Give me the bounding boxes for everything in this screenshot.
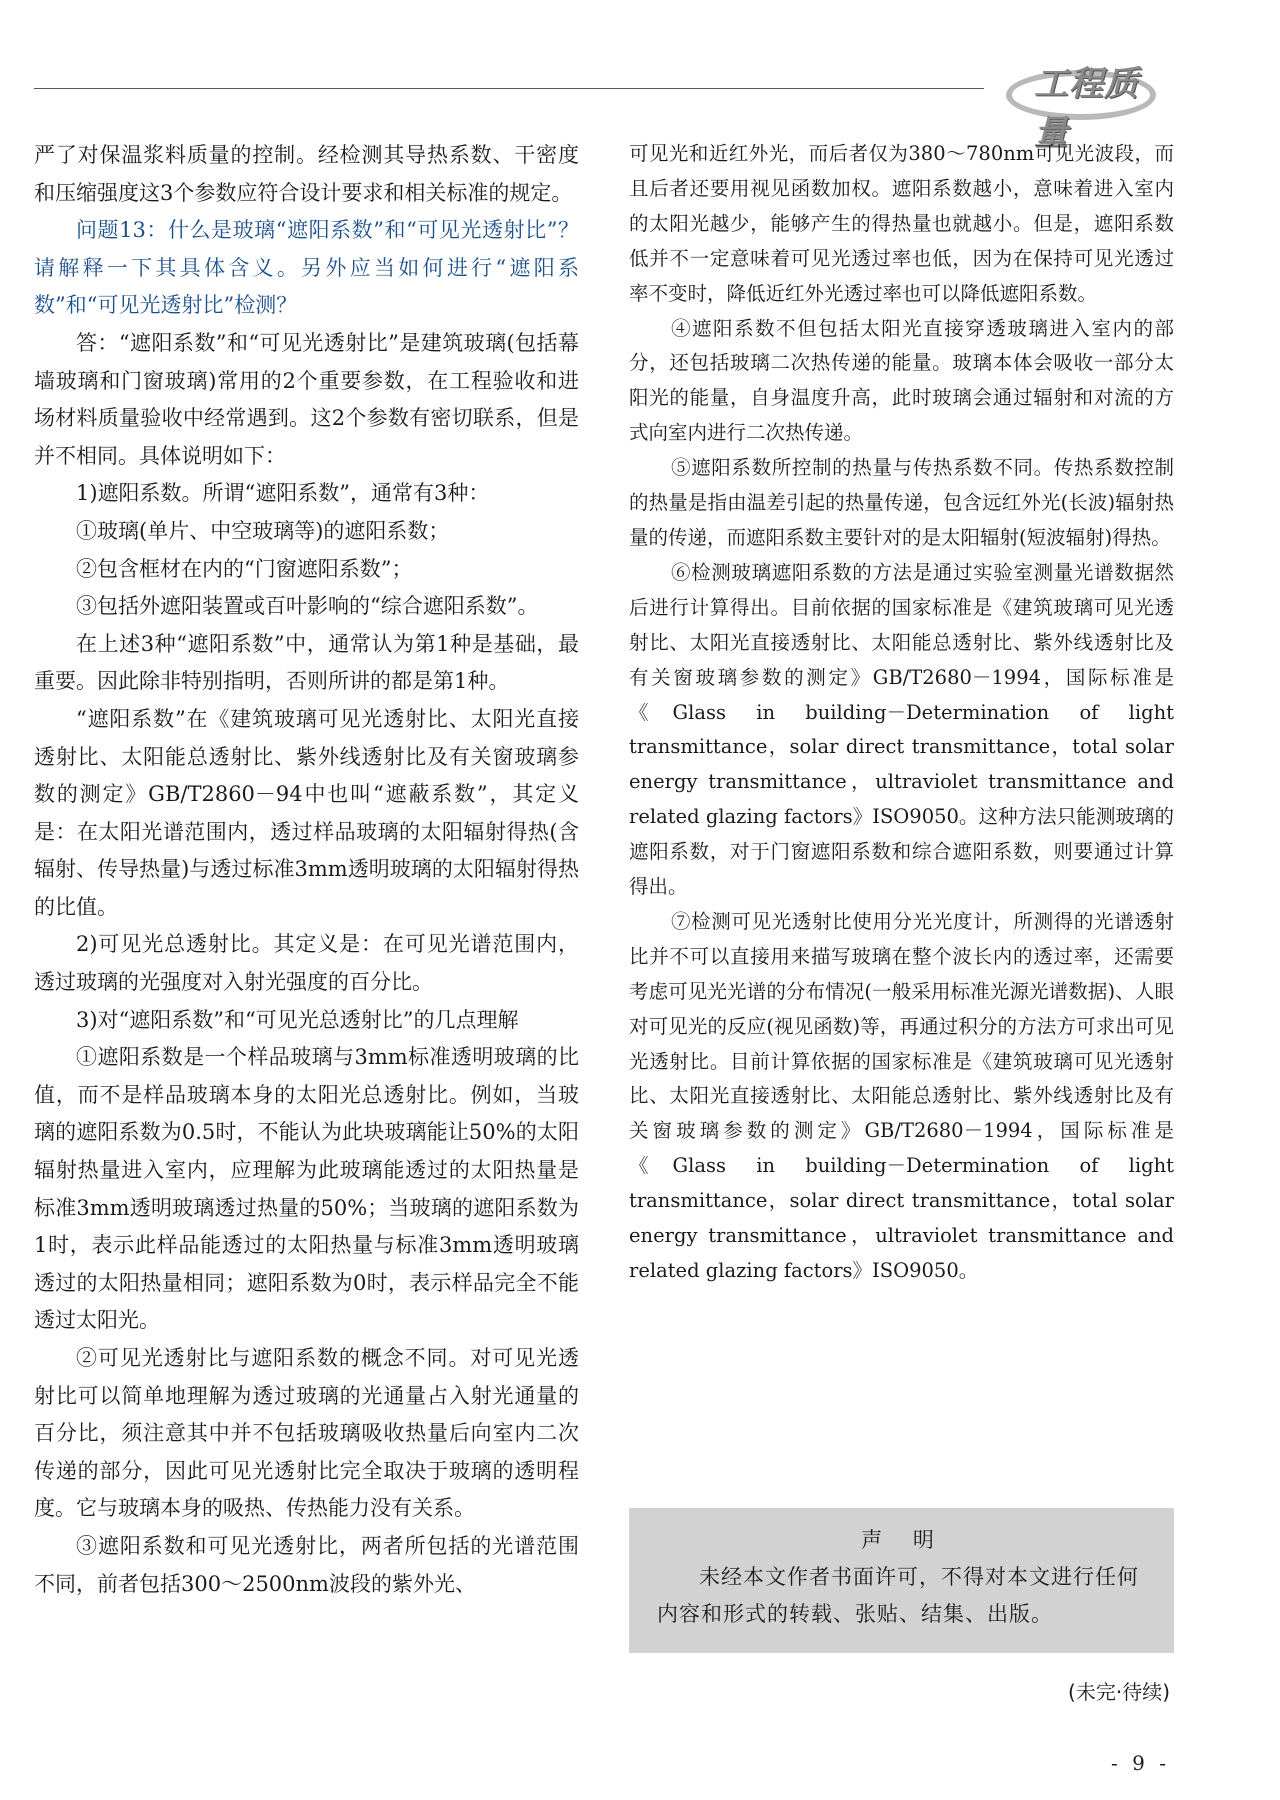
question-heading: 问题13：什么是玻璃“遮阳系数”和“可见光透射比”？请解释一下其具体含义。另外应当如何进行“遮阳系数”和“可见光透射比”检测？ xyxy=(34,218,579,318)
paragraph: ②可见光透射比与遮阳系数的概念不同。对可见光透射比可以简单地理解为透过玻璃的光通量占入射光通量的百分比，须注意其中并不包括玻璃吸收热量后向室内二次传递的部分，因此可见光透射比完全取决于玻璃的透明程度。它与玻璃本身的吸热、传热能力没有关系。 xyxy=(34,1346,579,1521)
paragraph: 答：“遮阳系数”和“可见光透射比”是建筑玻璃(包括幕墙玻璃和门窗玻璃)常用的2个重要参数，在工程验收和进场材料质量验收中经常遇到。这2个参数有密切联系，但是并不相同。具体说明如下： xyxy=(34,330,579,468)
to-be-continued: (未完·待续) xyxy=(1068,1680,1170,1704)
right-column xyxy=(629,137,1174,1289)
paragraph: 1)遮阳系数。所谓“遮阳系数”，通常有3种： xyxy=(76,481,490,506)
paragraph: 2)可见光总透射比。其定义是：在可见光谱范围内，透过玻璃的光强度对入射光强度的百分比。 xyxy=(34,932,579,995)
notice-title: 声 明 xyxy=(861,1528,946,1552)
paragraph: 在上述3种“遮阳系数”中，通常认为第1种是基础，最重要。因此除非特别指明，否则所讲的都是第1种。 xyxy=(34,631,579,694)
paragraph: ⑦检测可见光透射比使用分光光度计，所测得的光谱透射比并不可以直接用来描写玻璃在整个波长内的透过率，还需要考虑可见光光谱的分布情况(一般采用标准光源光谱数据)、人眼对可见光的反应(视见函数)等，再通过积分的方法方可求出可见光透射比。目前计算依据的国家标准是《建筑玻璃可见光透射比、太阳光直接透射比、太阳能总透射比、紫外线透射比及有关窗玻璃参数的测定》GB/T2680－1994，国际标准是《Glass in building－Determination of light transmittance，solar direct transmittance，total solar energy transmittance，ultraviolet transmittance and related glazing factors》ISO9050。 xyxy=(629,909,1174,1282)
paragraph: “遮阳系数”在《建筑玻璃可见光透射比、太阳光直接透射比、太阳能总透射比、紫外线透射比及有关窗玻璃参数的测定》GB/T2860－94中也叫“遮蔽系数”，其定义是：在太阳光谱范围内，透过样品玻璃的太阳辐射得热(含辐射、传导热量)与透过标准3mm透明玻璃的太阳辐射得热的比值。 xyxy=(34,706,579,919)
copyright-notice-box xyxy=(629,1508,1174,1653)
paragraph: ④遮阳系数不但包括太阳光直接穿透玻璃进入室内的部分，还包括玻璃二次热传递的能量。玻璃本体会吸收一部分太阳光的能量，自身温度升高，此时玻璃会通过辐射和对流的方式向室内进行二次热传递。 xyxy=(629,316,1174,445)
list-item: ①玻璃(单片、中空玻璃等)的遮阳系数； xyxy=(76,518,450,543)
list-item: ②包含框材在内的“门窗遮阳系数”； xyxy=(76,556,413,581)
paragraph: 严了对保温浆料质量的控制。经检测其导热系数、干密度和压缩强度这3个参数应符合设计要求和相关标准的规定。 xyxy=(34,143,579,205)
paragraph: ③遮阳系数和可见光透射比，两者所包括的光谱范围不同，前者包括300～2500nm波段的紫外光、 xyxy=(34,1533,579,1596)
logo-text: 工程质量 xyxy=(1034,64,1139,153)
list-item: ③包括外遮阳装置或百叶影响的“综合遮阳系数”。 xyxy=(76,594,539,619)
left-column xyxy=(34,137,579,1603)
paragraph: 可见光和近红外光，而后者仅为380～780nm可见光波段，而且后者还要用视见函数加权。遮阳系数越小，意味着进入室内的太阳光越少，能够产生的得热量也就越小。但是，遮阳系数低并不一定意味着可见光透过率也低，因为在保持可见光透过率不变时，降低近红外光透过率也可以降低遮阳系数。 xyxy=(629,142,1174,305)
page-number: - 9 - xyxy=(1111,1751,1170,1775)
paragraph: ①遮阳系数是一个样品玻璃与3mm标准透明玻璃的比值，而不是样品玻璃本身的太阳光总透射比。例如，当玻璃的遮阳系数为0.5时，不能认为此块玻璃能让50%的太阳辐射热量进入室内，应理解为此玻璃能透过的太阳热量是标准3mm透明玻璃透过热量的50%；当玻璃的遮阳系数为1时，表示此样品能透过的太阳热量与标准3mm透明玻璃透过的太阳热量相同；遮阳系数为0时，表示样品完全不能透过太阳光。 xyxy=(34,1045,579,1333)
header-rule xyxy=(34,88,984,89)
journal-logo xyxy=(1000,52,1170,153)
paragraph: ⑥检测玻璃遮阳系数的方法是通过实验室测量光谱数据然后进行计算得出。目前依据的国家标准是《建筑玻璃可见光透射比、太阳光直接透射比、太阳能总透射比、紫外线透射比及有关窗玻璃参数的测定》GB/T2680－1994，国际标准是《Glass in building－Determination of light transmittance，solar direct transmittance，total solar energy transmittance，ultraviolet transmittance and related glazing factors》ISO9050。这种方法只能测玻璃的遮阳系数，对于门窗遮阳系数和综合遮阳系数，则要通过计算得出。 xyxy=(629,560,1174,899)
notice-body: 未经本文作者书面许可，不得对本文进行任何内容和形式的转载、张贴、结集、出版。 xyxy=(657,1565,1139,1626)
paragraph: 3)对“遮阳系数”和“可见光总透射比”的几点理解 xyxy=(76,1007,519,1032)
paragraph: ⑤遮阳系数所控制的热量与传热系数不同。传热系数控制的热量是指由温差引起的热量传递，包含远红外光(长波)辐射热量的传递，而遮阳系数主要针对的是太阳辐射(短波辐射)得热。 xyxy=(629,456,1174,549)
